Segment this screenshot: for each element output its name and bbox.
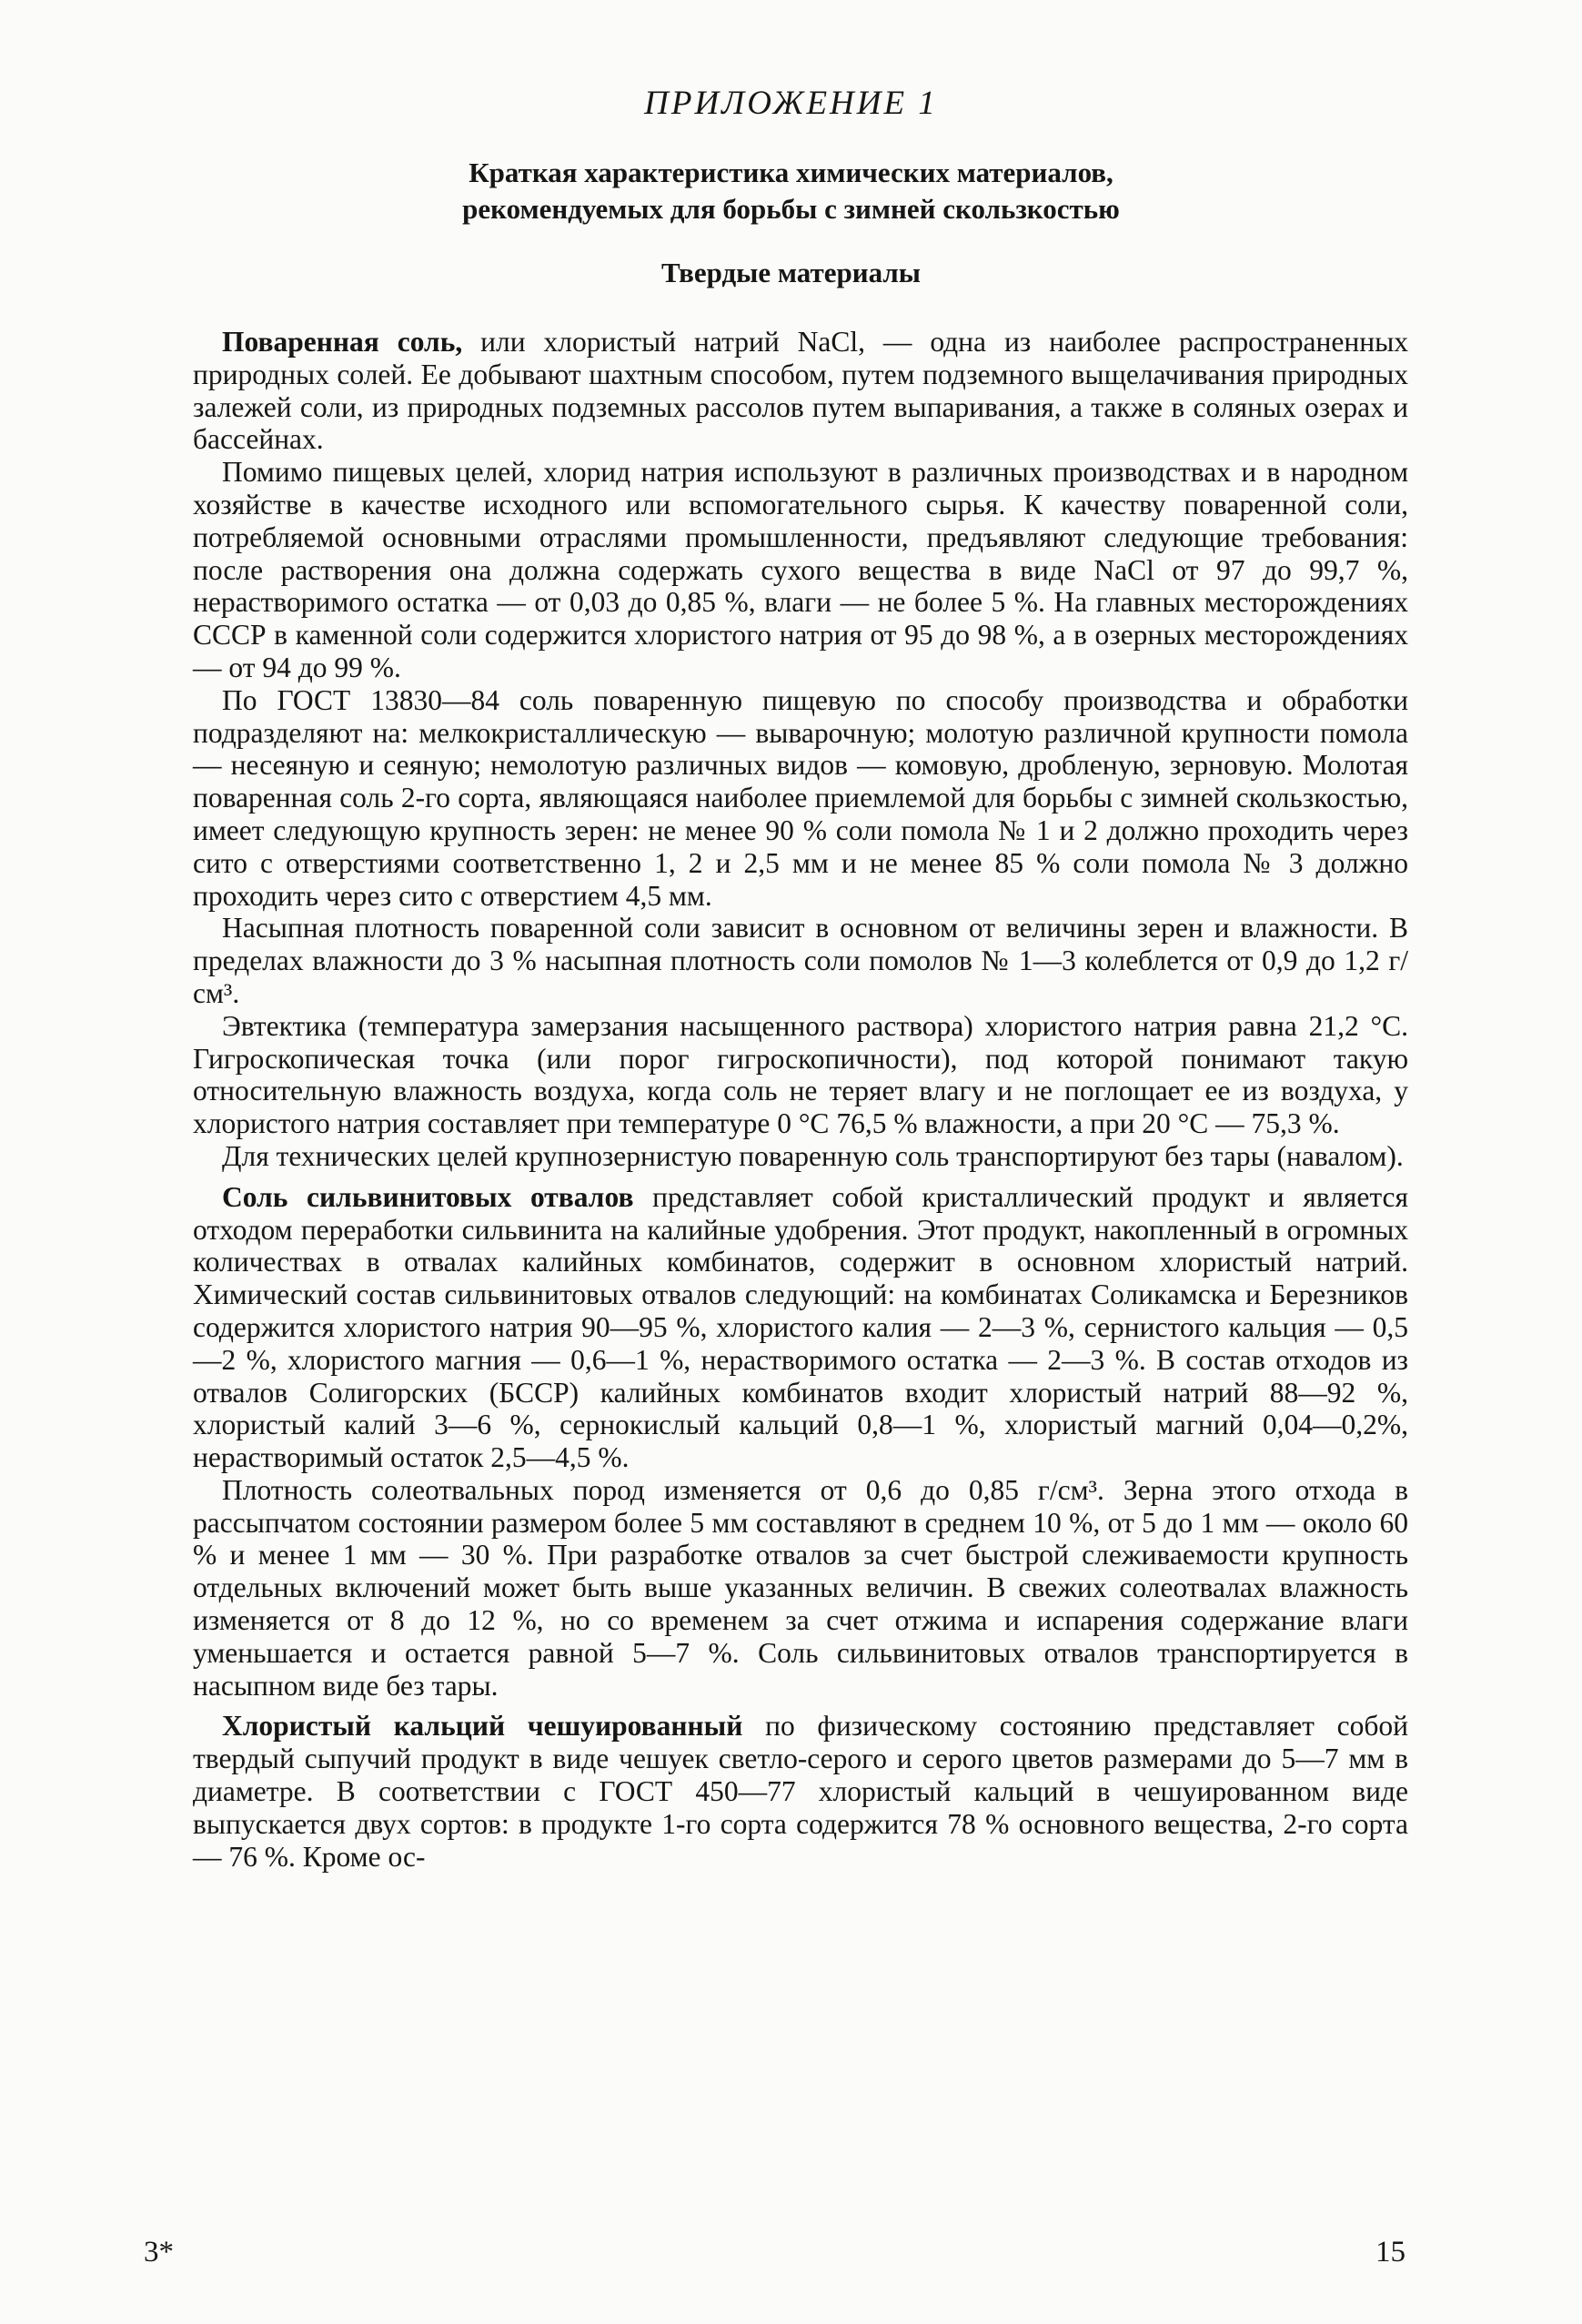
paragraph-lead: Поваренная соль, — [222, 326, 463, 358]
signature-mark: 3* — [144, 2236, 174, 2268]
paragraph — [193, 326, 1408, 456]
title-line-2: рекомендуемых для борьбы с зимней скользкостью — [462, 193, 1120, 225]
page-number: 15 — [1375, 2236, 1406, 2268]
paragraph-lead: Соль сильвинитовых отвалов — [222, 1180, 634, 1213]
section-heading: Твердые материалы — [661, 257, 921, 288]
paragraph-text: представляет собой кристаллический продукт и является отходом переработки сильвинита на калийные удобрения. Этот продукт, накопленный в огромных количествах в отвалах калийных комбинатов, содержит в основном хлористый натрий. Химический состав сильвинитовых отвалов следующий: на комбинатах Соликамска и Березников содержится хлористого натрия 90—95 %, хлористого калия — 2—3 %, сернистого кальция — 0,5—2 %, хлористого магния — 0,6—1 %, нерастворимого остатка — 2—3 %. В состав отходов из отвалов Солигорских (БССР) калийных комбинатов входит хлористый натрий 88—92 %, хлористый калий 3—6 %, сернокислый кальций 0,8—1 %, хлористый магний 0,04—0,2%, нерастворимый остаток 2,5—4,5 %. — [193, 1180, 1408, 1474]
body-text — [193, 326, 1408, 1873]
paragraph — [193, 1474, 1408, 1703]
paragraph-text: Насыпная плотность поваренной соли зависит в основном от величины зерен и влажности. В пределах влажности до 3 % насыпная плотность соли помолов № 1—3 колеблется от 0,9 до 1,2 г/см³. — [193, 912, 1408, 1009]
paragraph — [193, 1181, 1408, 1474]
appendix-heading: ПРИЛОЖЕНИЕ 1 — [644, 85, 938, 122]
paragraph-text: по физическому состоянию представляет собой твердый сыпучий продукт в виде чешуек светло-серого и серого цветов размерами до 5—7 мм в диаметре. В соответствии с ГОСТ 450—77 хлористый кальций в чешуированном виде выпускается двух сортов: в продукте 1-го сорта содержится 78 % основного вещества, 2-го сорта — 76 %. Кроме ос- — [193, 1710, 1408, 1873]
paragraph — [193, 684, 1408, 913]
paragraph-text: Помимо пищевых целей, хлорид натрия используют в различных производствах и в народном хозяйстве в качестве исходного или вспомогательного сырья. К качеству поваренной соли, потребляемой основными отраслями промышленности, предъявляют следующие требования: после растворения она должна содержать сухого вещества в виде NaCl от 97 до 99,7 %, нерастворимого остатка — от 0,03 до 0,85 %, влаги — не более 5 %. На главных месторождениях СССР в каменной соли содержится хлористого натрия от 95 до 98 %, а в озерных месторождениях — от 94 до 99 %. — [193, 456, 1408, 683]
title-line-1: Краткая характеристика химических материалов, — [469, 157, 1113, 188]
paragraph-text: Эвтектика (температура замерзания насыщенного раствора) хлористого натрия равна 21,2 °С. Гигроскопическая точка (или порог гигроскопичности), под которой понимают такую относительную влажность воздуха, когда соль не теряет влагу и не поглощает ее из воздуха, у хлористого натрия составляет при температуре 0 °С 76,5 % влажности, а при 20 °С — 75,3 %. — [193, 1009, 1408, 1140]
paragraph — [193, 456, 1408, 684]
paragraph-text: Для технических целей крупнозернистую поваренную соль транспортируют без тары (навалом). — [222, 1139, 1404, 1172]
paragraph — [193, 1010, 1408, 1140]
document-title — [0, 155, 1582, 227]
paragraph — [193, 912, 1408, 1009]
paragraph-text: или хлористый натрий NaCl, — одна из наиболее распространенных природных солей. Ее добывают шахтным способом, путем подземного выщелачивания природных залежей соли, из природных подземных рассолов путем выпаривания, а также в соляных озерах и бассейнах. — [193, 326, 1409, 456]
paragraph — [193, 1710, 1408, 1873]
paragraph-text: Плотность солеотвальных пород изменяется от 0,6 до 0,85 г/см³. Зерна этого отхода в рассыпчатом состоянии размером более 5 мм составляют в среднем 10 %, от 5 до 1 мм — около 60 % и менее 1 мм — 30 %. При разработке отвалов за счет быстрой слеживаемости крупность отдельных включений может быть выше указанных величин. В свежих солеотвалах влажность изменяется от 8 до 12 %, но со временем за счет отжима и испарения содержание влаги уменьшается и остается равной 5—7 %. Соль сильвинитовых отвалов транспортируется в насыпном виде без тары. — [193, 1473, 1408, 1702]
paragraph-lead: Хлористый кальций чешуированный — [222, 1710, 743, 1743]
paragraph-text: По ГОСТ 13830—84 соль поваренную пищевую по способу производства и обработки подразделяют на: мелкокристаллическую — выварочную; молотую различной крупности помола — несеяную и сеяную; немолотую различных видов — комовую, дробленую, зерновую. Молотая поваренная соль 2-го сорта, являющаяся наиболее приемлемой для борьбы с зимней скользкостью, имеет следующую крупность зерен: не менее 90 % соли помола № 1 и 2 должно проходить через сито с отверстиями соответственно 1, 2 и 2,5 мм и не менее 85 % соли помола № 3 должно проходить через сито с отверстием 4,5 мм. — [193, 683, 1408, 912]
paragraph — [193, 1140, 1408, 1173]
